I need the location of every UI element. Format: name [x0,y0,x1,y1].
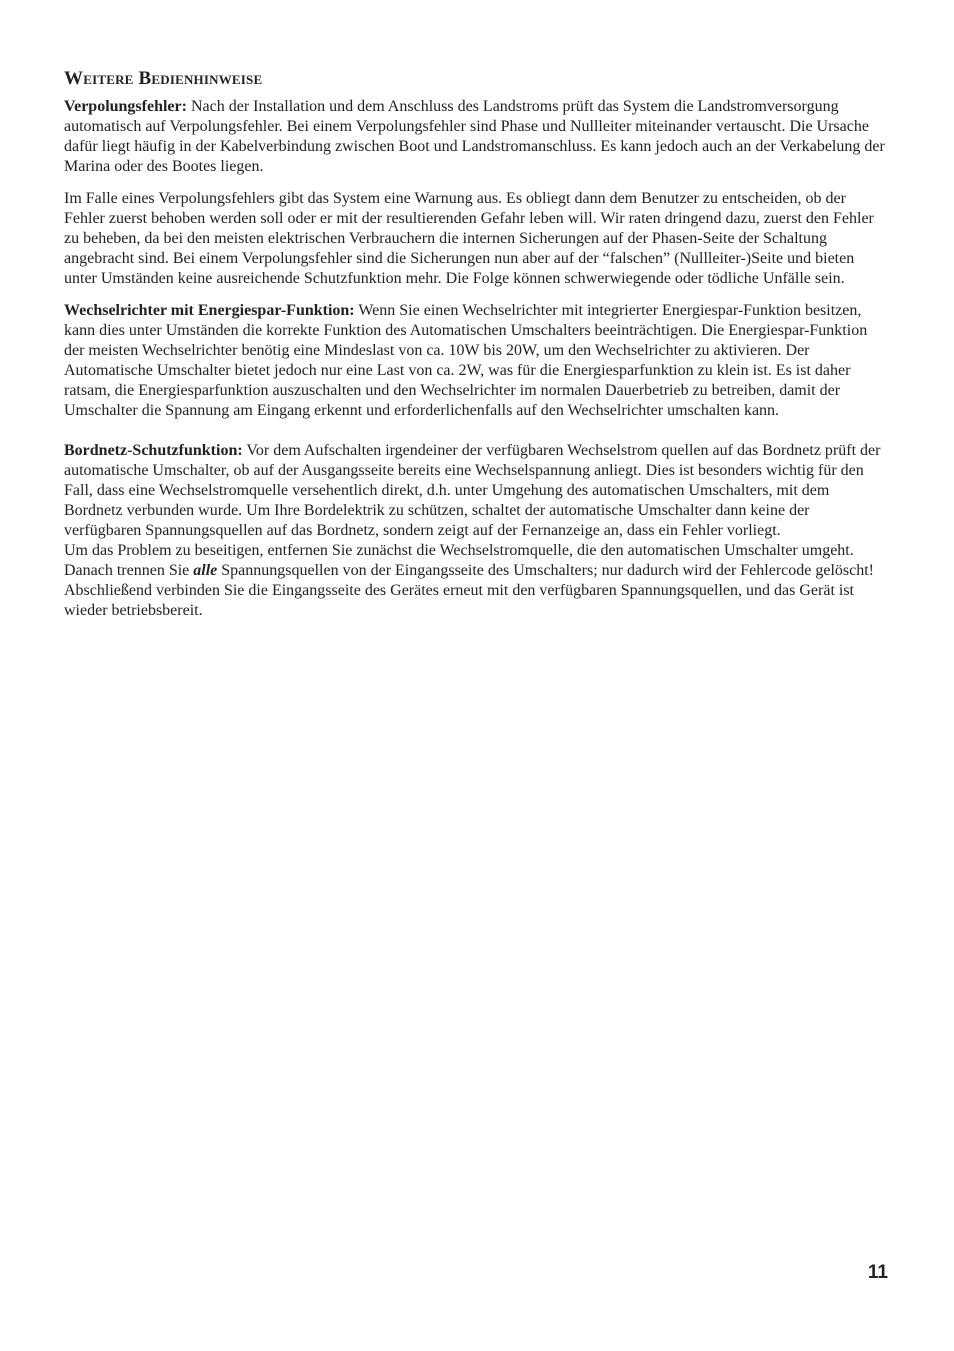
section-title: Weitere Bedienhinweise [64,68,263,89]
body-problem-before: Um das Problem zu beseitigen, entfernen Sie zunächst die Wechselstromquelle, die den automatischen Umschalter umgeht. Danach trennen Sie [64,542,854,579]
lead-wechselrichter: Wechselrichter mit Energiespar-Funktion: [64,302,355,319]
paragraph-verpolungsfehler [64,97,890,177]
document-page [64,67,890,633]
body-bordnetz: Vor dem Aufschalten irgendeiner der verfügbaren Wechselstrom quellen auf das Bordnetz prüft der automatische Umschalter, ob auf der Ausgangsseite bereits eine Wechselspannung anliegt. Dies ist besonders wichtig für den Fall, dass eine Wechselstromquelle versehentlich direkt, d.h. unter Umgehung des automatischen Umschalters, mit dem Bordnetz verbunden wurde. Um Ihre Bordelektrik zu schützen, schaltet der automatische Umschalter dann keine der verfügbaren Spannungsquellen auf das Bordnetz, sondern zeigt auf der Fernanzeige an, dass ein Fehler vorliegt. [64,442,881,539]
body-problem-after: Spannungsquellen von der Eingangsseite des Umschalters; nur dadurch wird der Fehlercode gelöscht! Abschließend verbinden Sie die Eingangsseite des Gerätes erneut mit den verfügbaren Spannungsquellen, und das Gerät ist wieder betriebsbereit. [64,562,874,619]
paragraph-wechselrichter [64,301,890,421]
page-number: 11 [867,1262,888,1283]
body-verpolungsfehler: Nach der Installation und dem Anschluss des Landstroms prüft das System die Landstromversorgung automatisch auf Verpolungsfehler. Bei einem Verpolungsfehler sind Phase und Nullleiter miteinander vertauscht. Die Ursache dafür liegt häufig in der Kabelverbindung zwischen Boot und Landstromanschluss. Es kann jedoch auch an der Verkabelung der Marina oder des Bootes liegen. [64,98,885,175]
paragraph-problem-beseitigen [64,541,890,621]
paragraph-warnung [64,189,890,289]
lead-bordnetz: Bordnetz-Schutzfunktion: [64,442,243,459]
emphasis-alle: alle [193,562,218,579]
lead-verpolungsfehler: Verpolungsfehler: [64,98,187,115]
body-wechselrichter: Wenn Sie einen Wechselrichter mit integrierter Energiespar-Funktion besitzen, kann dies unter Umständen die korrekte Funktion des Automatischen Umschalters beeinträchtigen. Die Energiespar-Funktion der meisten Wechselrichter benötig eine Mindeslast von ca. 10W bis 20W, um den Wechselrichter zu aktivieren. Der Automatische Umschalter bietet jedoch nur eine Last von ca. 2W, was für die Energiesparfunktion zu klein ist. Es ist daher ratsam, die Energiesparfunktion auszuschalten und den Wechselrichter im normalen Dauerbetrieb zu betreiben, damit der Umschalter die Spannung am Eingang erkennt und erforderlichenfalls auf den Wechselrichter umschalten kann. [64,302,868,419]
paragraph-bordnetz [64,441,890,541]
body-warnung: Im Falle eines Verpolungsfehlers gibt das System eine Warnung aus. Es obliegt dann dem Benutzer zu entscheiden, ob der Fehler zuerst behoben werden soll oder er mit der resultierenden Gefahr leben will. Wir raten dringend dazu, zuerst den Fehler zu beheben, da bei den meisten elektrischen Verbrauchern die internen Sicherungen auf der Phasen-Seite der Schaltung angebracht sind. Bei einem Verpolungsfehler sind die Sicherungen nun aber auf der “falschen” (Nullleiter-)Seite und bieten unter Umständen keine ausreichende Schutzfunktion mehr. Die Folge können schwerwiegende oder tödliche Unfälle sein. [64,190,874,287]
